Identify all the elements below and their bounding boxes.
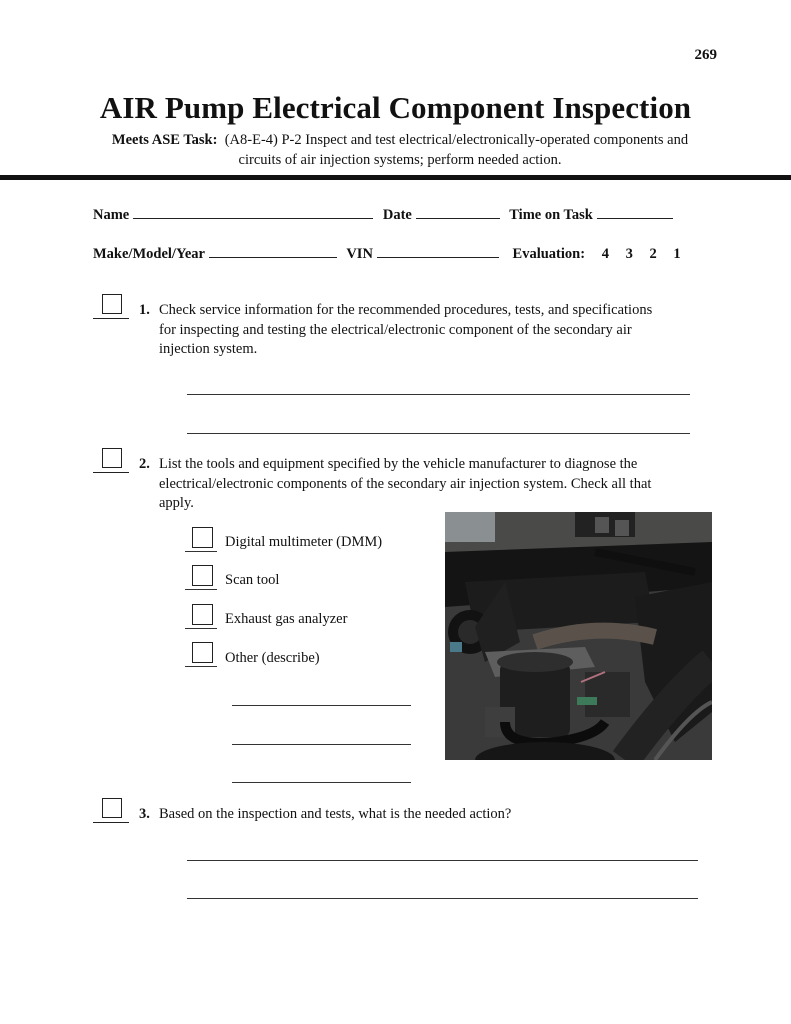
option-exhaust-analyzer-checkbox-group [185, 604, 217, 630]
time-on-task-field[interactable] [597, 204, 673, 219]
ase-task-text-line1: (A8-E-4) P-2 Inspect and test electrical/electronically-operated components and [224, 132, 689, 148]
evaluation-label: Evaluation: [512, 246, 586, 262]
option-other-label: Other (describe) [225, 650, 320, 666]
item-2-number: 2. [139, 456, 150, 472]
item-3-answer-line-2[interactable] [187, 898, 698, 899]
evaluation-score-2[interactable]: 2 [649, 246, 657, 262]
item-1-checkbox-underline [93, 318, 129, 319]
other-describe-line-2[interactable] [232, 744, 411, 745]
item-2-text-line: List the tools and equipment specified by the vehicle manufacturer to diagnose the [159, 456, 638, 472]
item-1-answer-line-1[interactable] [187, 394, 690, 395]
item-2-text [159, 455, 719, 514]
option-dmm-label: Digital multimeter (DMM) [225, 534, 383, 550]
item-3-text-line: Based on the inspection and tests, what is the needed action? [159, 806, 512, 822]
item-1-text-line: for inspecting and testing the electrical/electronic component of the secondary air [159, 321, 632, 338]
page-title: AIR Pump Electrical Component Inspection [99, 90, 692, 125]
item-2-checkbox-group [93, 448, 129, 474]
make-model-year-label: Make/Model/Year [93, 246, 205, 262]
other-describe-line-3[interactable] [232, 782, 411, 783]
item-2-checkbox-underline [93, 472, 129, 473]
item-1-text-line: Check service information for the recommended procedures, tests, and specifications [159, 302, 653, 318]
option-dmm-underline [185, 551, 217, 552]
item-2-text-line: electrical/electronic components of the secondary air injection system. Check all that [159, 475, 652, 492]
item-3-checkbox-underline [93, 822, 129, 823]
item-1-answer-line-2[interactable] [187, 433, 690, 434]
option-scan-tool-underline [185, 589, 217, 590]
option-exhaust-analyzer-label: Exhaust gas analyzer [225, 611, 348, 627]
ase-task-description [60, 130, 740, 170]
option-other-checkbox-group [185, 642, 217, 668]
ase-task-text-line2: circuits of air injection systems; perform needed action. [238, 152, 562, 168]
evaluation-score-1[interactable]: 1 [673, 246, 681, 262]
date-label: Date [382, 207, 412, 223]
name-label: Name [93, 207, 130, 223]
item-1-checkbox-group [93, 294, 129, 320]
option-scan-tool-checkbox[interactable] [192, 565, 213, 586]
item-3-text [159, 805, 719, 825]
engine-bay-image-icon [445, 512, 712, 760]
item-1-number: 1. [139, 302, 150, 318]
vin-field[interactable] [377, 243, 499, 258]
info-row-1 [93, 204, 679, 224]
option-scan-tool-label: Scan tool [225, 572, 280, 588]
option-other-underline [185, 666, 217, 667]
item-2-checkbox[interactable] [102, 448, 122, 468]
air-pump-photo [445, 512, 712, 760]
item-3-checkbox-group [93, 798, 129, 824]
date-field[interactable] [416, 204, 500, 219]
item-1-text [159, 301, 719, 360]
item-3-checkbox[interactable] [102, 798, 122, 818]
item-3-answer-line-1[interactable] [187, 860, 698, 861]
item-1-checkbox[interactable] [102, 294, 122, 314]
option-dmm-checkbox[interactable] [192, 527, 213, 548]
page-number: 269 [694, 47, 717, 63]
option-exhaust-analyzer-checkbox[interactable] [192, 604, 213, 625]
option-scan-tool-checkbox-group [185, 565, 217, 591]
evaluation-score-3[interactable]: 3 [625, 246, 633, 262]
option-dmm-checkbox-group [185, 527, 217, 553]
info-row-2 [93, 243, 681, 263]
time-on-task-label: Time on Task [509, 207, 593, 223]
evaluation-score-4[interactable]: 4 [601, 246, 609, 262]
name-field[interactable] [133, 204, 373, 219]
ase-task-label: Meets ASE Task: [111, 132, 218, 148]
item-2-text-line: apply. [159, 495, 194, 511]
option-exhaust-analyzer-underline [185, 628, 217, 629]
other-describe-line-1[interactable] [232, 705, 411, 706]
item-1-text-line: injection system. [159, 341, 258, 357]
option-other-checkbox[interactable] [192, 642, 213, 663]
make-model-year-field[interactable] [209, 243, 337, 258]
header-divider [0, 175, 791, 180]
vin-label: VIN [346, 246, 373, 262]
item-3-number: 3. [139, 806, 150, 822]
